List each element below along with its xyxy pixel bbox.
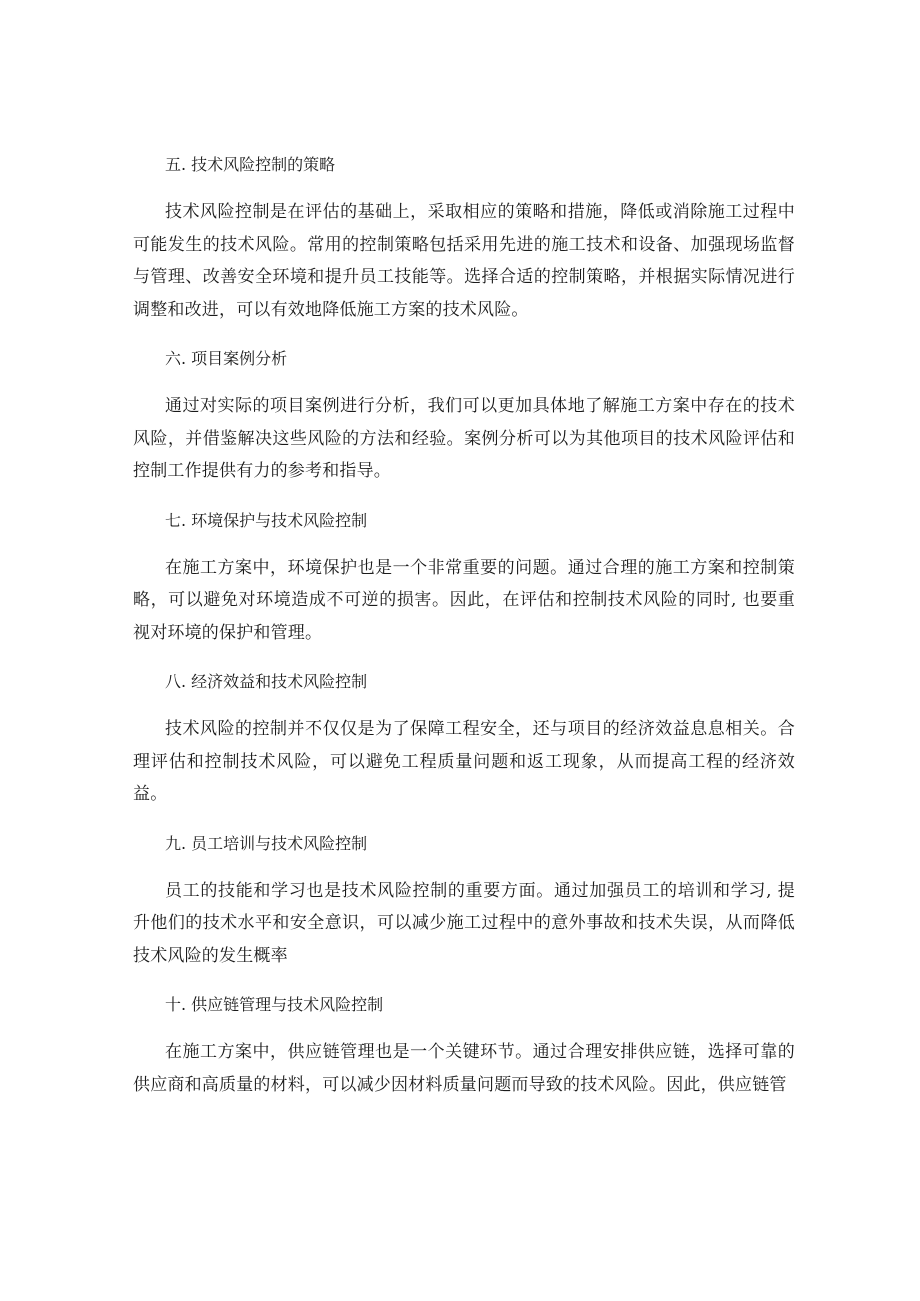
section-heading: 九. 员工培训与技术风险控制 [165, 833, 368, 853]
section-heading: 八. 经济效益和技术风险控制 [165, 672, 368, 691]
section-heading: 七. 环境保护与技术风险控制 [165, 510, 368, 530]
document-body [133, 150, 795, 1119]
section-paragraph: 在施工方案中，环境保护也是一个非常重要的问题。通过合理的施工方案和控制策略，可以避免对环境造成不可逆的损害。因此，在评估和控制技术风险的同时, 也要重视对环境的保护和管理。 [133, 557, 795, 643]
section-paragraph: 技术风险的控制并不仅仅是为了保障工程安全，还与项目的经济效益息息相关。合理评估和控制技术风险，可以避免工程质量问题和返工现象，从而提高工程的经济效益。 [133, 719, 795, 804]
section-paragraph: 技术风险控制是在评估的基础上，采取相应的策略和措施，降低或消除施工过程中可能发生的技术风险。常用的控制策略包括采用先进的施工技术和设备、加强现场监督与管理、改善安全环境和提升员工技能等。选择合适的控制策略，并根据实际情况进行调整和改进，可以有效地降低施工方案的技术风险。 [133, 202, 795, 320]
section-heading: 六. 项目案例分析 [165, 349, 288, 368]
section-paragraph: 在施工方案中，供应链管理也是一个关键环节。通过合理安排供应链，选择可靠的供应商和高质量的材料，可以减少因材料质量问题而导致的技术风险。因此，供应链管 [133, 1042, 795, 1095]
section-heading: 五. 技术风险控制的策略 [165, 155, 336, 174]
section-heading: 十. 供应链管理与技术风险控制 [165, 995, 384, 1014]
section-paragraph: 员工的技能和学习也是技术风险控制的重要方面。通过加强员工的培训和学习, 提升他们的技术水平和安全意识，可以减少施工过程中的意外事故和技术失误，从而降低技术风险的发生概率 [133, 880, 795, 966]
section-paragraph: 通过对实际的项目案例进行分析，我们可以更加具体地了解施工方案中存在的技术风险，并借鉴解决这些风险的方法和经验。案例分析可以为其他项目的技术风险评估和控制工作提供有力的参考和指导。 [133, 396, 795, 481]
